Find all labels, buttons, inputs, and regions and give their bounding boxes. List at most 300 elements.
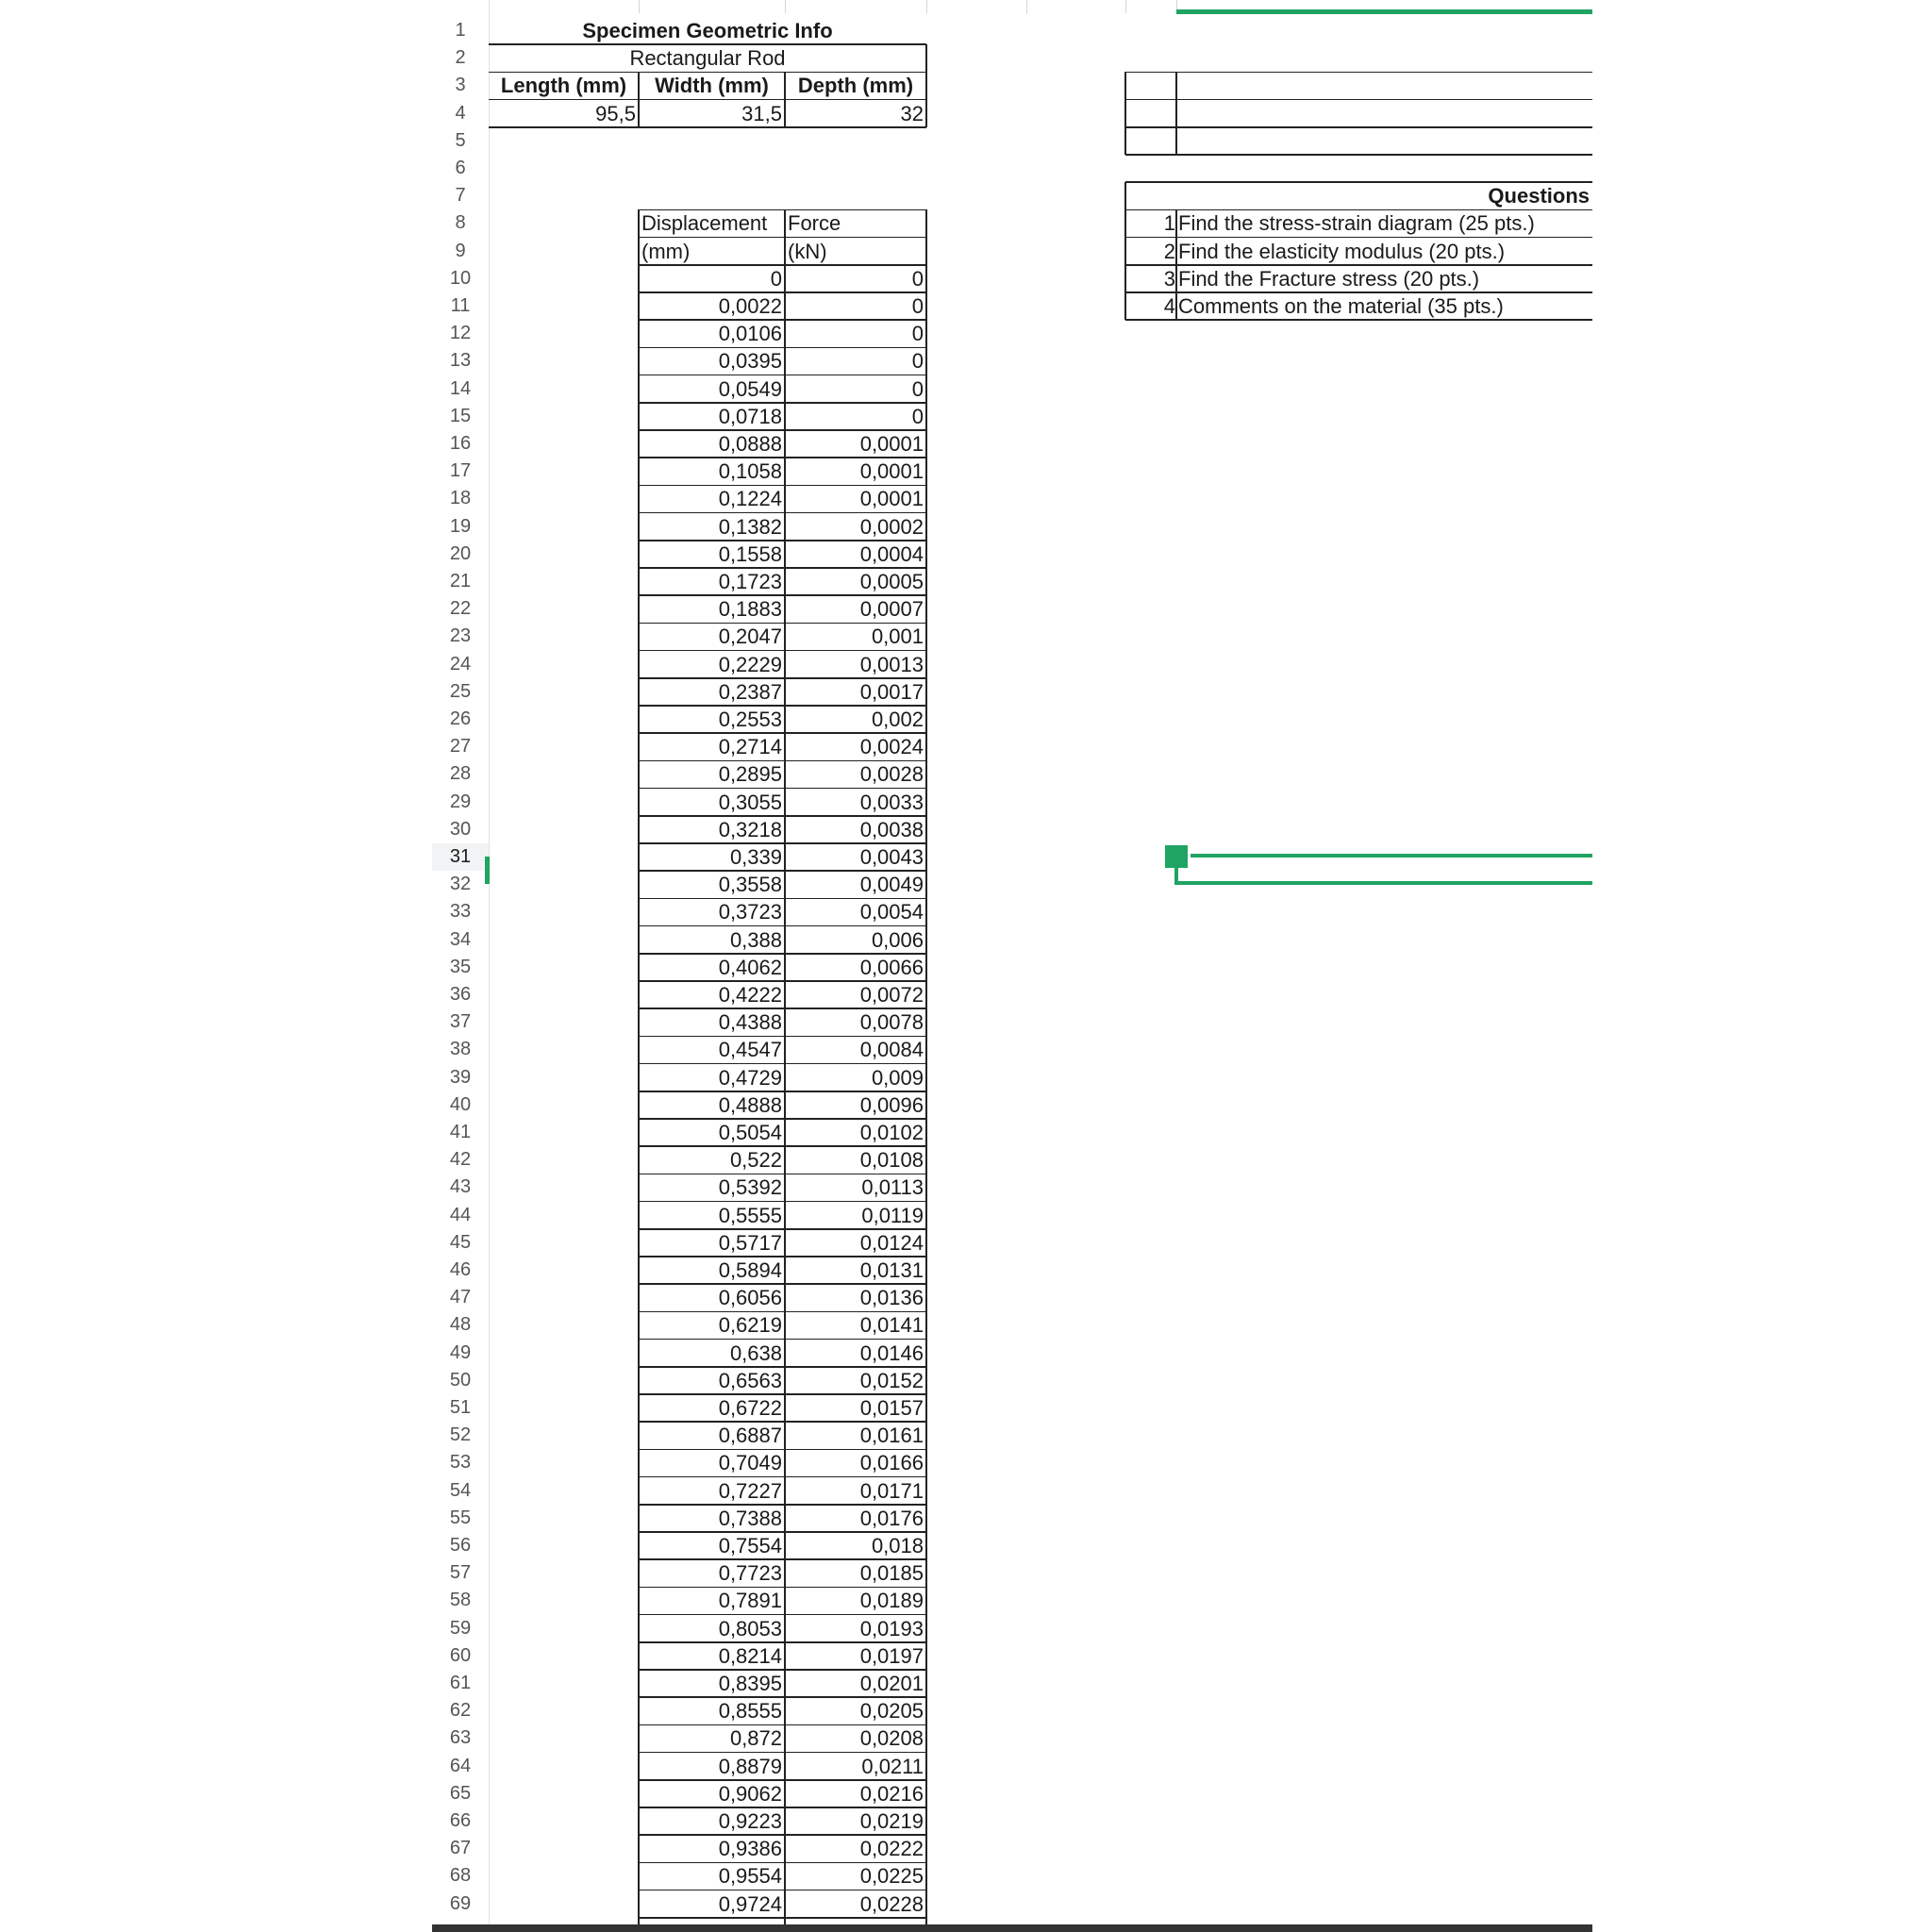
- force-cell[interactable]: 0,002: [871, 708, 924, 731]
- force-cell[interactable]: 0,0108: [859, 1148, 924, 1173]
- specimen-header[interactable]: Length (mm): [500, 74, 627, 98]
- force-cell[interactable]: 0,0004: [859, 541, 924, 566]
- force-cell[interactable]: 0,0131: [859, 1258, 924, 1282]
- displacement-cell[interactable]: 0,3055: [718, 790, 782, 814]
- data-table-border: [639, 815, 926, 817]
- displacement-cell[interactable]: 0,6056: [718, 1286, 782, 1310]
- displacement-cell[interactable]: 0,3723: [718, 900, 782, 924]
- row-header-3[interactable]: 3: [432, 72, 489, 99]
- force-cell[interactable]: 0: [911, 404, 924, 428]
- force-cell[interactable]: 0,0124: [859, 1230, 924, 1255]
- displacement-cell[interactable]: 0,0395: [718, 349, 782, 374]
- data-table-border: [639, 1201, 926, 1203]
- question-number[interactable]: 2: [1163, 239, 1175, 263]
- data-table-border: [639, 1669, 926, 1671]
- force-header[interactable]: Force: [788, 211, 841, 236]
- data-table-border: [639, 1008, 926, 1009]
- displacement-cell[interactable]: 0,8879: [718, 1754, 782, 1778]
- displacement-cell[interactable]: 0,3558: [718, 873, 782, 897]
- selection-edge-upper: [1191, 854, 1592, 858]
- data-table-border: [639, 788, 926, 790]
- force-cell[interactable]: 0,0013: [859, 652, 924, 676]
- row-header-35[interactable]: 35: [432, 954, 489, 981]
- row-header-44[interactable]: 44: [432, 1202, 489, 1229]
- data-table-border: [639, 1614, 926, 1616]
- displacement-cell[interactable]: 0,0106: [718, 322, 782, 346]
- displacement-cell[interactable]: 0,1558: [718, 541, 782, 566]
- questions-border: [1125, 319, 1592, 321]
- displacement-cell[interactable]: 0,5894: [718, 1258, 782, 1282]
- row-header-27[interactable]: 27: [432, 733, 489, 760]
- row-header-40[interactable]: 40: [432, 1091, 489, 1119]
- specimen-value[interactable]: 95,5: [595, 101, 636, 125]
- specimen-border: [489, 126, 926, 128]
- force-cell[interactable]: 0,0166: [859, 1451, 924, 1475]
- force-cell[interactable]: 0,0197: [859, 1643, 924, 1668]
- row-header-22[interactable]: 22: [432, 595, 489, 623]
- column-header-divider: [639, 0, 640, 13]
- questions-border: [1125, 264, 1592, 266]
- displacement-cell[interactable]: 0,9724: [718, 1891, 782, 1916]
- info-box-border: [1125, 126, 1592, 128]
- displacement-cell[interactable]: 0,4547: [718, 1038, 782, 1062]
- displacement-cell[interactable]: 0,1058: [718, 459, 782, 484]
- force-cell[interactable]: 0: [911, 349, 924, 374]
- displacement-cell[interactable]: 0,4388: [718, 1010, 782, 1035]
- row-header-5[interactable]: 5: [432, 127, 489, 155]
- specimen-header[interactable]: Depth (mm): [797, 74, 914, 98]
- data-table-border: [639, 1393, 926, 1395]
- displacement-cell[interactable]: 0,2387: [718, 679, 782, 704]
- displacement-cell[interactable]: 0,1723: [718, 570, 782, 593]
- info-box-border: [1125, 72, 1592, 74]
- displacement-cell[interactable]: 0,5717: [718, 1230, 782, 1255]
- data-table-border: [639, 1063, 926, 1065]
- data-table-border: [639, 1558, 926, 1560]
- force-cell[interactable]: 0,009: [871, 1065, 924, 1090]
- row-header-15[interactable]: 15: [432, 403, 489, 430]
- displacement-cell[interactable]: 0,8053: [718, 1616, 782, 1641]
- info-box-border: [1124, 72, 1126, 155]
- displacement-unit[interactable]: (mm): [641, 239, 691, 263]
- force-cell[interactable]: 0,0038: [859, 817, 924, 841]
- data-table-border: [639, 1724, 926, 1726]
- data-table-border: [639, 485, 926, 487]
- row-header-49[interactable]: 49: [432, 1340, 489, 1367]
- displacement-cell[interactable]: 0,1883: [718, 597, 782, 622]
- row-header-19[interactable]: 19: [432, 513, 489, 541]
- data-table-border: [639, 870, 926, 872]
- row-header-59[interactable]: 59: [432, 1615, 489, 1642]
- row-header-7[interactable]: 7: [432, 182, 489, 209]
- displacement-cell[interactable]: 0,2047: [718, 625, 782, 649]
- questions-border: [1125, 181, 1592, 183]
- force-cell[interactable]: 0,001: [871, 625, 924, 649]
- data-table-border: [639, 1256, 926, 1257]
- row-header-69[interactable]: 69: [432, 1890, 489, 1918]
- force-cell[interactable]: 0,0141: [859, 1313, 924, 1338]
- force-cell[interactable]: 0,006: [871, 927, 924, 952]
- data-table-border: [639, 953, 926, 955]
- row-header-50[interactable]: 50: [432, 1367, 489, 1394]
- displacement-cell[interactable]: 0,7388: [718, 1506, 782, 1530]
- info-box-border: [1125, 99, 1592, 101]
- specimen-border-right: [925, 44, 927, 127]
- displacement-cell[interactable]: 0,7049: [718, 1451, 782, 1475]
- row-header-30[interactable]: 30: [432, 816, 489, 843]
- force-unit[interactable]: (kN): [788, 239, 827, 263]
- row-header-60[interactable]: 60: [432, 1642, 489, 1670]
- force-cell[interactable]: 0,0078: [859, 1010, 924, 1035]
- row-header-26[interactable]: 26: [432, 706, 489, 733]
- data-table-border-left: [638, 209, 640, 1932]
- data-table-border: [639, 319, 926, 321]
- displacement-header[interactable]: Displacement: [641, 211, 768, 236]
- row-header-63[interactable]: 63: [432, 1724, 489, 1752]
- row-header-31[interactable]: 31: [432, 843, 489, 871]
- data-table-border: [639, 1587, 926, 1589]
- data-table-border: [639, 512, 926, 514]
- data-table-border: [639, 402, 926, 404]
- row-header-37[interactable]: 37: [432, 1008, 489, 1036]
- force-cell[interactable]: 0,0216: [859, 1781, 924, 1806]
- displacement-cell[interactable]: 0,522: [729, 1148, 782, 1173]
- row-header-13[interactable]: 13: [432, 347, 489, 375]
- displacement-cell[interactable]: 0,7891: [718, 1589, 782, 1613]
- info-box-border: [1175, 72, 1177, 155]
- data-table-border: [639, 457, 926, 458]
- displacement-cell[interactable]: 0,4222: [718, 983, 782, 1007]
- row-header-54[interactable]: 54: [432, 1477, 489, 1505]
- row-header-25[interactable]: 25: [432, 678, 489, 706]
- questions-border: [1125, 237, 1592, 239]
- data-table-border: [639, 1779, 926, 1781]
- column-header-divider: [1125, 0, 1126, 13]
- column-header-divider: [1026, 0, 1027, 13]
- displacement-cell[interactable]: 0,7227: [718, 1478, 782, 1503]
- row-header-48[interactable]: 48: [432, 1311, 489, 1339]
- row-header-39[interactable]: 39: [432, 1064, 489, 1091]
- force-cell[interactable]: 0,0084: [859, 1038, 924, 1062]
- row-header-14[interactable]: 14: [432, 375, 489, 403]
- displacement-cell[interactable]: 0,8395: [718, 1672, 782, 1695]
- active-row-marker: [485, 857, 490, 884]
- data-table-border: [639, 1091, 926, 1092]
- row-header-58[interactable]: 58: [432, 1587, 489, 1614]
- data-table-border: [639, 429, 926, 431]
- questions-border-left: [1124, 182, 1126, 320]
- displacement-cell[interactable]: 0,5054: [718, 1121, 782, 1144]
- column-header-divider: [926, 0, 927, 13]
- displacement-cell[interactable]: 0,7554: [718, 1534, 782, 1557]
- data-table-border: [639, 1890, 926, 1891]
- specimen-border: [489, 99, 926, 101]
- displacement-cell[interactable]: 0,2895: [718, 762, 782, 787]
- row-header-56[interactable]: 56: [432, 1532, 489, 1559]
- data-table-border: [639, 594, 926, 596]
- data-table-border: [639, 1311, 926, 1313]
- data-table-border: [639, 1339, 926, 1341]
- displacement-cell[interactable]: 0,0549: [718, 376, 782, 401]
- data-table-border: [639, 1504, 926, 1506]
- row-header-38[interactable]: 38: [432, 1036, 489, 1063]
- displacement-cell[interactable]: 0,2229: [718, 652, 782, 676]
- row-header-55[interactable]: 55: [432, 1505, 489, 1532]
- row-header-16[interactable]: 16: [432, 430, 489, 458]
- row-header-33[interactable]: 33: [432, 898, 489, 925]
- displacement-cell[interactable]: 0,9554: [718, 1864, 782, 1889]
- data-table-border: [639, 237, 926, 239]
- force-cell[interactable]: 0,0225: [859, 1864, 924, 1889]
- questions-border: [1125, 209, 1592, 211]
- displacement-cell[interactable]: 0,4062: [718, 955, 782, 979]
- row-header-57[interactable]: 57: [432, 1559, 489, 1587]
- data-table-border: [639, 1531, 926, 1533]
- row-header-64[interactable]: 64: [432, 1753, 489, 1780]
- data-table-border: [639, 1807, 926, 1808]
- data-table-border: [639, 760, 926, 762]
- displacement-cell[interactable]: 0,7723: [718, 1561, 782, 1586]
- displacement-cell[interactable]: 0,1224: [718, 487, 782, 511]
- displacement-cell[interactable]: 0,0888: [718, 432, 782, 456]
- force-cell[interactable]: 0,0219: [859, 1809, 924, 1833]
- data-table-border: [639, 842, 926, 844]
- data-table-border: [639, 540, 926, 541]
- row-header-divider: [489, 0, 490, 1932]
- force-cell[interactable]: 0,0171: [859, 1478, 924, 1503]
- displacement-cell[interactable]: 0,4729: [718, 1065, 782, 1090]
- row-header-4[interactable]: 4: [432, 100, 489, 127]
- data-table-border: [639, 1834, 926, 1836]
- force-cell[interactable]: 0: [911, 376, 924, 401]
- row-header-68[interactable]: 68: [432, 1862, 489, 1890]
- specimen-title[interactable]: Specimen Geometric Info: [582, 19, 833, 42]
- row-header-23[interactable]: 23: [432, 623, 489, 650]
- row-header-46[interactable]: 46: [432, 1257, 489, 1284]
- questions-border: [1125, 291, 1592, 293]
- force-cell[interactable]: 0,0072: [859, 983, 924, 1007]
- displacement-cell[interactable]: 0,0718: [718, 404, 782, 428]
- row-header-62[interactable]: 62: [432, 1697, 489, 1724]
- force-cell[interactable]: 0,0007: [859, 597, 924, 622]
- displacement-cell[interactable]: 0,872: [729, 1726, 782, 1751]
- row-header-10[interactable]: 10: [432, 265, 489, 292]
- specimen-border: [489, 72, 926, 74]
- question-text[interactable]: Comments on the material (35 pts.): [1178, 294, 1504, 318]
- data-table-border: [639, 1228, 926, 1230]
- specimen-value[interactable]: 32: [900, 101, 924, 125]
- row-header-53[interactable]: 53: [432, 1449, 489, 1476]
- row-header-67[interactable]: 67: [432, 1835, 489, 1862]
- data-table-border-right: [925, 209, 927, 1932]
- row-header-61[interactable]: 61: [432, 1670, 489, 1697]
- questions-title[interactable]: Questions: [1488, 184, 1590, 208]
- selection-top-edge: [1176, 9, 1592, 14]
- displacement-cell[interactable]: 0: [770, 266, 782, 291]
- row-header-36[interactable]: 36: [432, 981, 489, 1008]
- row-header-2[interactable]: 2: [432, 44, 489, 72]
- data-table-border: [639, 1118, 926, 1120]
- displacement-cell[interactable]: 0,2553: [718, 708, 782, 731]
- displacement-cell[interactable]: 0,2714: [718, 735, 782, 759]
- displacement-cell[interactable]: 0,6563: [718, 1368, 782, 1392]
- question-number[interactable]: 4: [1163, 294, 1175, 318]
- displacement-cell[interactable]: 0,9223: [718, 1809, 782, 1833]
- data-table-border: [639, 1476, 926, 1478]
- force-cell[interactable]: 0,0205: [859, 1699, 924, 1724]
- row-header-28[interactable]: 28: [432, 760, 489, 788]
- displacement-cell[interactable]: 0,0022: [718, 294, 782, 318]
- force-cell[interactable]: 0: [911, 294, 924, 318]
- column-header-divider: [785, 0, 786, 13]
- force-cell[interactable]: 0,0001: [859, 487, 924, 511]
- displacement-cell[interactable]: 0,6219: [718, 1313, 782, 1338]
- displacement-cell[interactable]: 0,339: [729, 845, 782, 869]
- force-cell[interactable]: 0,0043: [859, 845, 924, 869]
- force-cell[interactable]: 0,0005: [859, 570, 924, 593]
- force-cell[interactable]: 0: [911, 266, 924, 291]
- row-header-43[interactable]: 43: [432, 1174, 489, 1201]
- force-cell[interactable]: 0,0185: [859, 1561, 924, 1586]
- specimen-value[interactable]: 31,5: [741, 101, 782, 125]
- force-cell[interactable]: 0,0001: [859, 432, 924, 456]
- row-header-24[interactable]: 24: [432, 651, 489, 678]
- data-table-border: [639, 1145, 926, 1147]
- row-header-52[interactable]: 52: [432, 1422, 489, 1449]
- force-cell[interactable]: 0,0028: [859, 762, 924, 787]
- displacement-cell[interactable]: 0,638: [729, 1341, 782, 1365]
- data-table-border: [639, 898, 926, 900]
- row-header-6[interactable]: 6: [432, 155, 489, 182]
- row-header-41[interactable]: 41: [432, 1119, 489, 1146]
- displacement-cell[interactable]: 0,388: [729, 927, 782, 952]
- force-cell[interactable]: 0,0119: [861, 1203, 924, 1227]
- data-table-border: [639, 209, 926, 211]
- data-table-border: [639, 623, 926, 625]
- displacement-cell[interactable]: 0,9386: [718, 1837, 782, 1861]
- selection-fill-handle[interactable]: [1165, 845, 1188, 868]
- data-table-border: [639, 1174, 926, 1175]
- data-table-border: [639, 705, 926, 707]
- force-cell[interactable]: 0,0054: [859, 900, 924, 924]
- force-cell[interactable]: 0,0189: [859, 1589, 924, 1613]
- question-number[interactable]: 3: [1163, 266, 1175, 291]
- specimen-subtitle[interactable]: Rectangular Rod: [629, 46, 786, 71]
- force-cell[interactable]: 0,0152: [859, 1368, 924, 1392]
- data-table-border: [639, 1036, 926, 1038]
- force-cell[interactable]: 0,0113: [861, 1175, 924, 1200]
- force-cell[interactable]: 0,0017: [859, 679, 924, 704]
- force-cell[interactable]: 0,0222: [859, 1837, 924, 1861]
- data-table-border: [639, 677, 926, 679]
- info-box-border: [1125, 154, 1592, 156]
- force-cell[interactable]: 0,0136: [859, 1286, 924, 1310]
- row-header-8[interactable]: 8: [432, 209, 489, 237]
- force-cell[interactable]: 0,018: [871, 1534, 924, 1557]
- force-cell[interactable]: 0,0049: [859, 873, 924, 897]
- row-header-1[interactable]: 1: [432, 17, 489, 44]
- force-cell[interactable]: 0,0033: [859, 790, 924, 814]
- row-header-11[interactable]: 11: [432, 292, 489, 320]
- specimen-header[interactable]: Width (mm): [655, 74, 769, 98]
- displacement-cell[interactable]: 0,3218: [718, 817, 782, 841]
- force-cell[interactable]: 0,0211: [861, 1754, 924, 1778]
- data-table-border: [639, 1641, 926, 1643]
- force-cell[interactable]: 0,0102: [859, 1121, 924, 1144]
- row-header-20[interactable]: 20: [432, 541, 489, 568]
- force-cell[interactable]: 0,0066: [859, 955, 924, 979]
- force-cell[interactable]: 0,0002: [859, 514, 924, 539]
- data-table-border: [639, 1696, 926, 1698]
- displacement-cell[interactable]: 0,6722: [718, 1396, 782, 1420]
- specimen-border: [638, 72, 640, 126]
- force-cell[interactable]: 0,0146: [859, 1341, 924, 1365]
- row-header-42[interactable]: 42: [432, 1146, 489, 1174]
- row-header-32[interactable]: 32: [432, 871, 489, 898]
- question-text[interactable]: Find the stress-strain diagram (25 pts.): [1178, 211, 1535, 236]
- displacement-cell[interactable]: 0,5392: [718, 1175, 782, 1200]
- row-header-66[interactable]: 66: [432, 1807, 489, 1835]
- displacement-cell[interactable]: 0,1382: [718, 514, 782, 539]
- data-table-border: [639, 375, 926, 376]
- row-header-45[interactable]: 45: [432, 1229, 489, 1257]
- question-text[interactable]: Find the elasticity modulus (20 pts.): [1178, 239, 1506, 263]
- force-cell[interactable]: 0,0001: [859, 459, 924, 484]
- displacement-cell[interactable]: 0,4888: [718, 1092, 782, 1117]
- specimen-border: [784, 72, 786, 126]
- row-header-18[interactable]: 18: [432, 485, 489, 512]
- data-table-border: [639, 347, 926, 349]
- data-table-border: [639, 1283, 926, 1285]
- data-table-border: [639, 650, 926, 652]
- displacement-cell[interactable]: 0,9062: [718, 1781, 782, 1806]
- specimen-border: [489, 43, 926, 45]
- row-header-51[interactable]: 51: [432, 1394, 489, 1422]
- force-cell[interactable]: 0,0024: [859, 735, 924, 759]
- selection-edge-left: [1174, 866, 1178, 885]
- force-cell[interactable]: 0,0193: [859, 1616, 924, 1641]
- data-table-border: [639, 1752, 926, 1754]
- force-cell[interactable]: 0: [911, 322, 924, 346]
- bottom-scrollbar[interactable]: [432, 1924, 1592, 1932]
- question-text[interactable]: Find the Fracture stress (20 pts.): [1178, 266, 1480, 291]
- force-cell[interactable]: 0,0208: [859, 1726, 924, 1751]
- row-header-65[interactable]: 65: [432, 1780, 489, 1807]
- data-table-border: [639, 980, 926, 982]
- displacement-cell[interactable]: 0,8214: [718, 1643, 782, 1668]
- row-header-12[interactable]: 12: [432, 320, 489, 347]
- row-header-29[interactable]: 29: [432, 789, 489, 816]
- force-cell[interactable]: 0,0176: [859, 1506, 924, 1530]
- force-cell[interactable]: 0,0161: [859, 1424, 924, 1448]
- force-cell[interactable]: 0,0096: [859, 1092, 924, 1117]
- force-cell[interactable]: 0,0157: [859, 1396, 924, 1420]
- row-header-17[interactable]: 17: [432, 458, 489, 485]
- row-header-47[interactable]: 47: [432, 1284, 489, 1311]
- data-table-border: [639, 1917, 926, 1919]
- row-header-9[interactable]: 9: [432, 238, 489, 265]
- force-cell[interactable]: 0,0228: [859, 1891, 924, 1916]
- data-table-border: [639, 1366, 926, 1368]
- displacement-cell[interactable]: 0,6887: [718, 1424, 782, 1448]
- force-cell[interactable]: 0,0201: [859, 1672, 924, 1695]
- data-table-border: [639, 1421, 926, 1423]
- displacement-cell[interactable]: 0,5555: [718, 1203, 782, 1227]
- row-header-21[interactable]: 21: [432, 568, 489, 595]
- row-header-34[interactable]: 34: [432, 926, 489, 954]
- question-number[interactable]: 1: [1163, 211, 1175, 236]
- displacement-cell[interactable]: 0,8555: [718, 1699, 782, 1724]
